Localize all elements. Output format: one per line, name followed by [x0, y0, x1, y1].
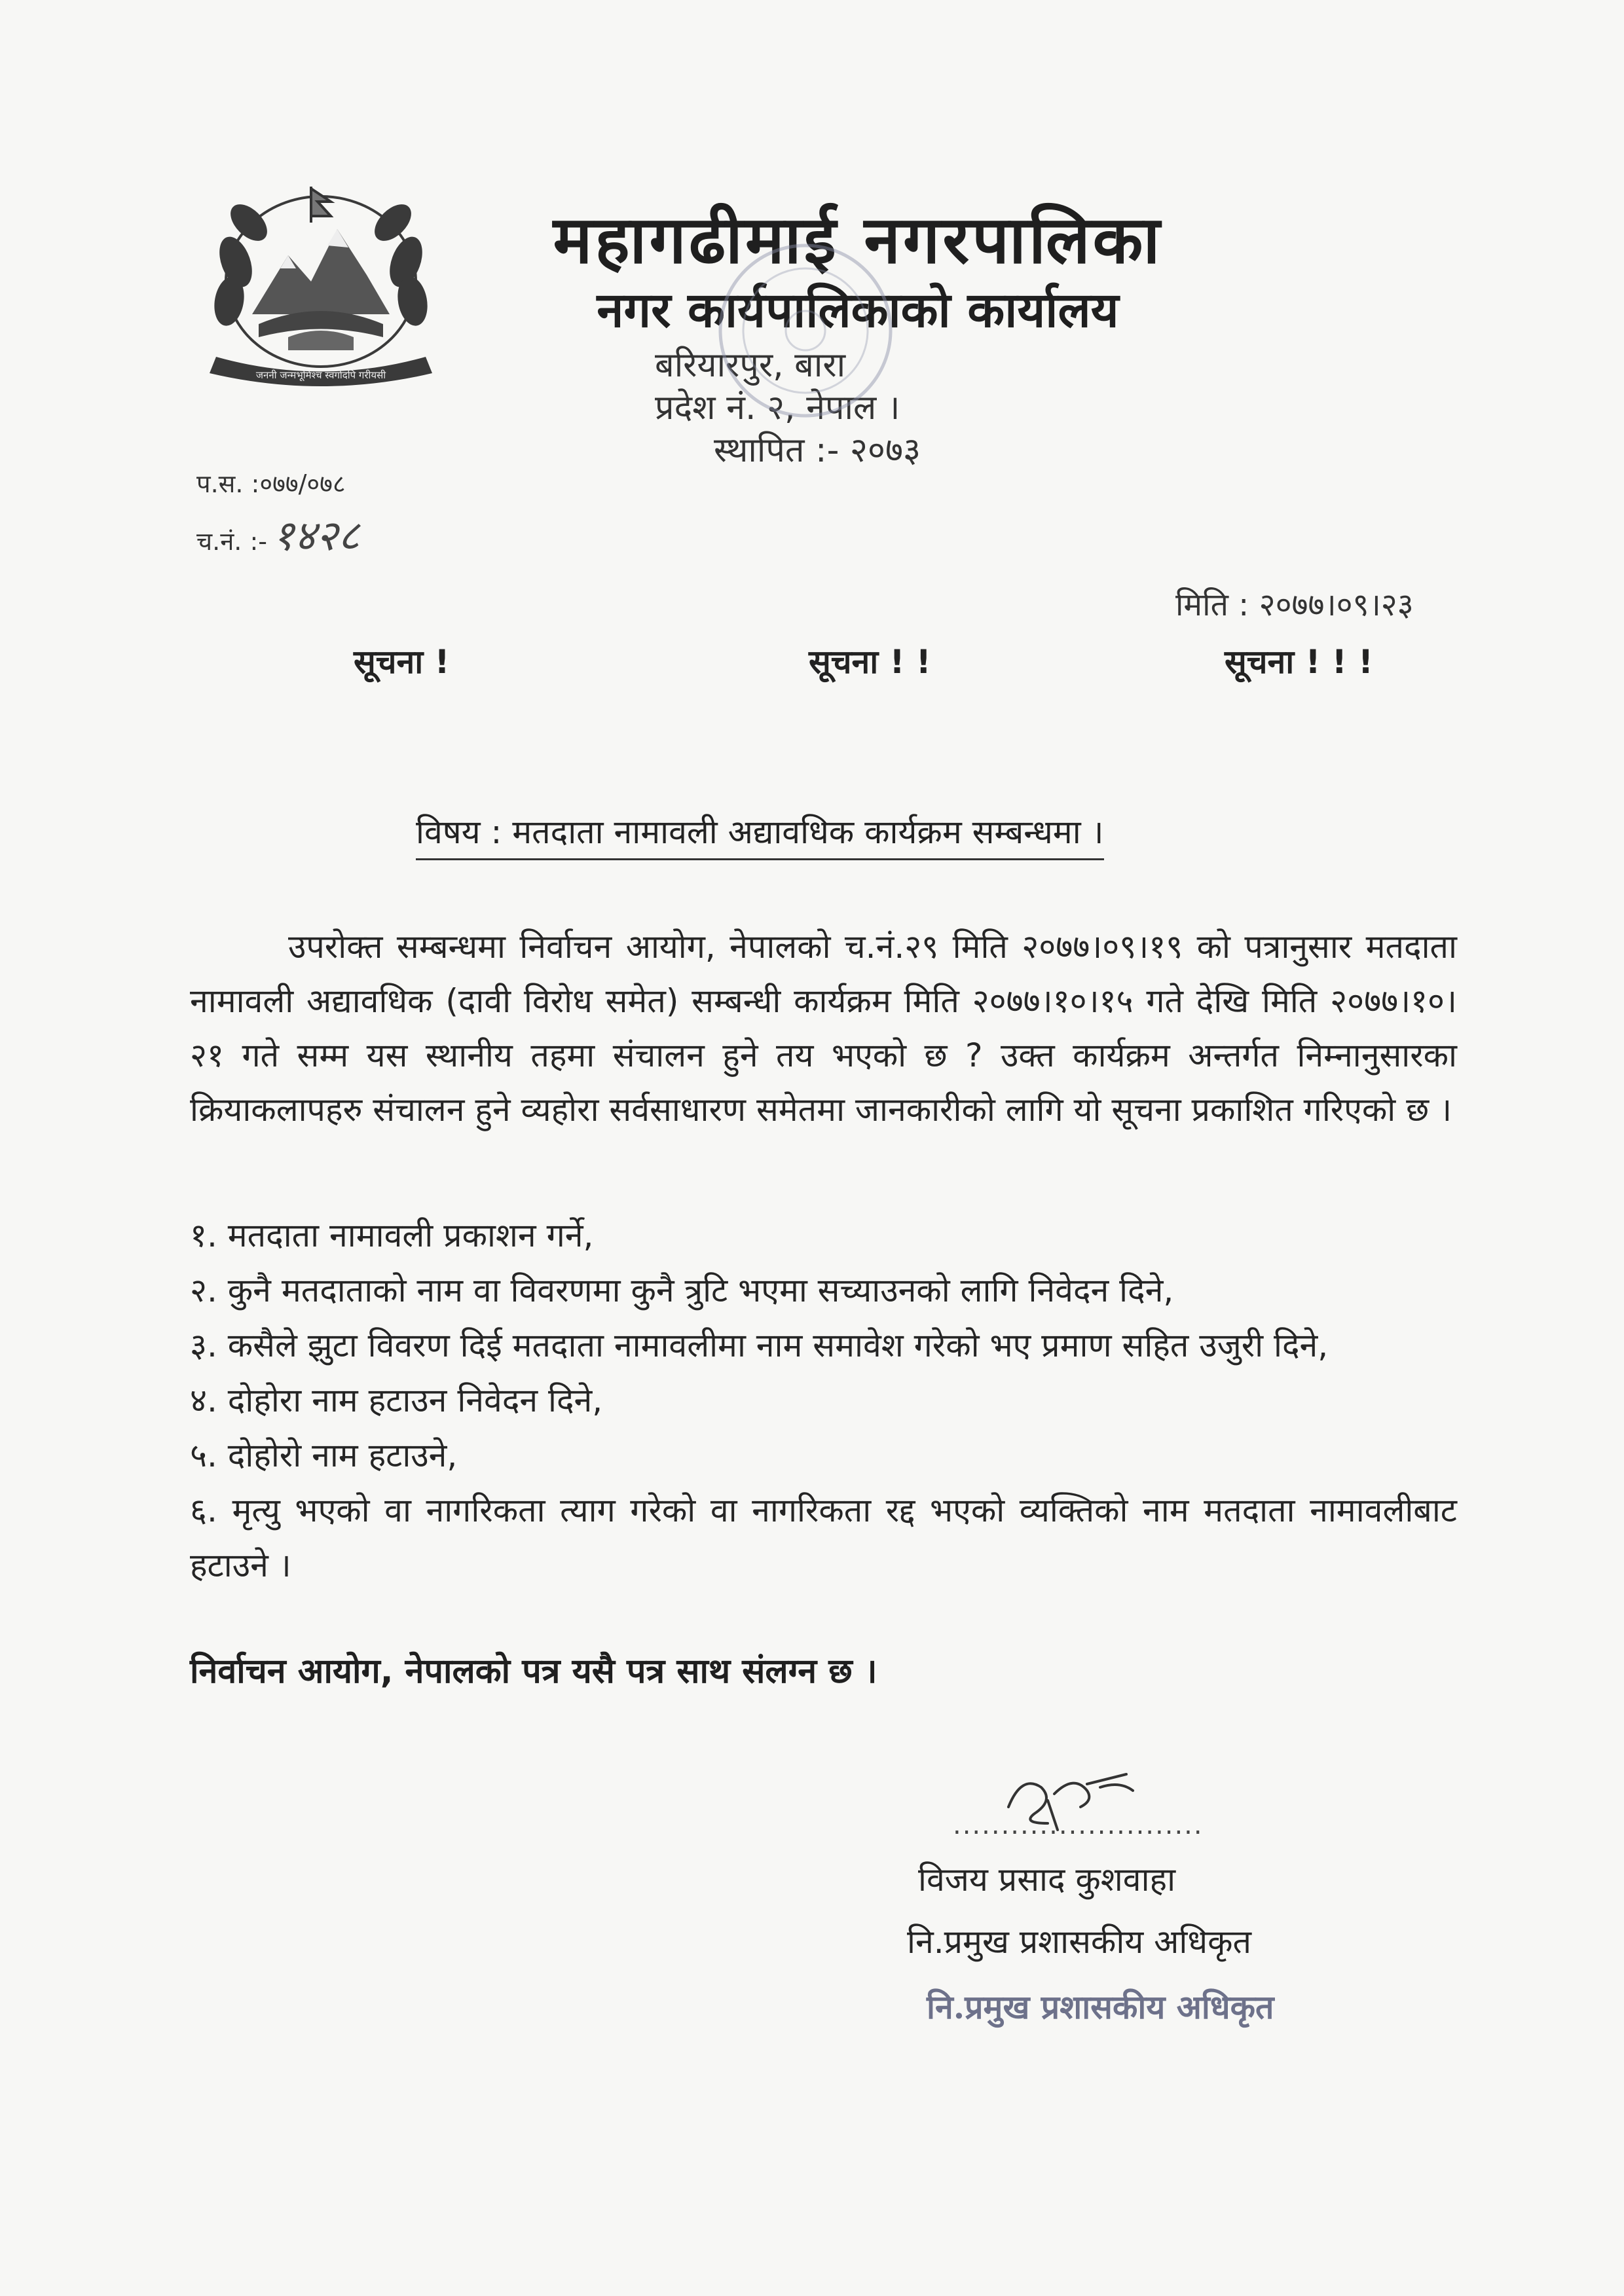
address-line-2: प्रदेश नं. २, नेपाल । — [655, 388, 900, 428]
signer-designation: नि.प्रमुख प्रशासकीय अधिकृत — [907, 1923, 1251, 1961]
activity-list — [190, 1208, 1457, 1593]
dispatch-number-label: च.नं. :- — [196, 527, 267, 556]
document-date: मिति : २०७७।०९।२३ — [1175, 587, 1414, 623]
office-name: नगर कार्यपालिकाको कार्यालय — [597, 282, 1119, 338]
signer-name: विजय प्रसाद कुशवाहा — [918, 1861, 1176, 1899]
dispatch-number-ref — [196, 505, 360, 562]
list-item: ६. मृत्यु भएको वा नागरिकता त्याग गरेको वा नागरिकता रद्द भएको व्यक्तिको नाम मतदाता नामावलीबाट हटाउने । — [190, 1491, 1457, 1584]
address-line-3: स्थापित :- २०७३ — [714, 431, 921, 470]
list-item: ३. कसैले झुटा विवरण दिई मतदाता नामावलीमा नाम समावेश गरेको भए प्रमाण सहित उजुरी दिने, — [190, 1326, 1329, 1364]
org-name: महागढीमाई नगरपालिका — [553, 202, 1163, 278]
list-item: ४. दोहोरा नाम हटाउन निवेदन दिने, — [190, 1381, 603, 1419]
attachment-note: निर्वाचन आयोग, नेपालको पत्र यसै पत्र साथ संलग्न छ । — [190, 1652, 877, 1691]
list-item: २. कुनै मतदाताको नाम वा विवरणमा कुनै त्रुटि भएमा सच्याउनको लागि निवेदन दिने, — [190, 1271, 1174, 1309]
notice-heading-1: सूचना ! — [354, 643, 450, 681]
subject-line: विषय : मतदाता नामावली अद्यावधिक कार्यक्रम सम्बन्धमा । — [416, 809, 1104, 860]
notice-heading-3: सूचना ! ! ! — [1225, 643, 1373, 681]
dispatch-number-value: १४२८ — [272, 512, 360, 560]
list-item: ५. दोहोरो नाम हटाउने, — [190, 1436, 458, 1474]
fiscal-year-value: ०७७/०७८ — [259, 469, 346, 498]
fiscal-year-label: प.स. : — [196, 469, 260, 498]
office-stamp-icon — [707, 232, 904, 429]
body-paragraph: उपरोक्त सम्बन्धमा निर्वाचन आयोग, नेपालको च.नं.२९ मिति २०७७।०९।१९ को पत्रानुसार मतदाता नामावली अद्यावधिक (दावी विरोध समेत) सम्बन्धी कार्यक्रम मिति २०७७।१०।१५ गते देखि मिति २०७७।१०।२१ गते सम्म यस स्थानीय तहमा संचालन हुने तय भएको छ ? उक्त कार्यक्रम अन्तर्गत निम्नानुसारका क्रियाकलापहरु संचालन हुने व्यहोरा सर्वसाधारण समेतमा जानकारीको लागि यो सूचना प्रकाशित गरिएको छ । — [190, 928, 1457, 1129]
address-line-1: बरियारपुर, बारा — [655, 346, 846, 385]
emblem-motto: जननी जन्मभूमिश्च स्वर्गादपि गरीयसी — [255, 369, 386, 381]
notice-heading-2: सूचना ! ! — [809, 643, 931, 681]
signature-line: .......................... — [953, 1810, 1204, 1840]
list-item: १. मतदाता नामावली प्रकाशन गर्ने, — [190, 1216, 594, 1254]
designation-seal: नि.प्रमुख प्रशासकीय अधिकृत — [927, 1988, 1274, 2026]
fiscal-year-ref — [196, 466, 346, 500]
